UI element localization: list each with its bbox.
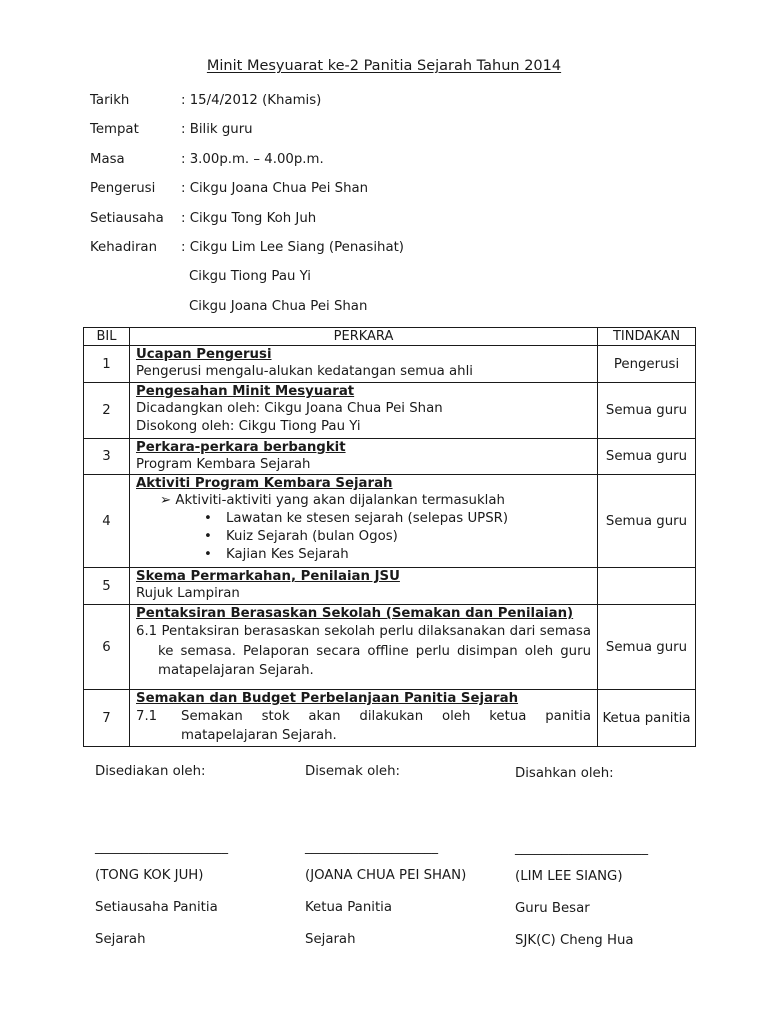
signatory-role: Sejarah <box>305 932 356 947</box>
meta-value: : Bilik guru <box>181 122 253 138</box>
row-content <box>130 439 598 475</box>
row-action: Ketua panitia <box>598 690 696 747</box>
bullet-text: Kuiz Sejarah (bulan Ogos) <box>226 529 398 544</box>
item-line: Program Kembara Sejarah <box>136 457 311 472</box>
meta-row-time <box>90 151 690 180</box>
item-line: Pengerusi mengalu-alukan kedatangan semua ahli <box>136 364 473 379</box>
table-row <box>84 605 696 690</box>
item-line: Dicadangkan oleh: Cikgu Joana Chua Pei Shan <box>136 401 443 416</box>
meta-row-attendee <box>90 298 690 327</box>
item-paragraph: 6.1 Pentaksiran berasaskan sekolah perlu dilaksanakan dari semasa ke semasa. Pelaporan secara offline perlu disimpan oleh guru matapelajaran Sejarah. <box>136 624 591 678</box>
meta-value: : Cikgu Lim Lee Siang (Penasihat) <box>181 239 404 255</box>
row-action: Semua guru <box>598 439 696 475</box>
meta-label: Pengerusi <box>90 181 156 197</box>
item-arrow-line <box>136 492 591 510</box>
item-numbered-paragraph <box>136 707 591 745</box>
bullet-item <box>136 546 591 564</box>
item-number: 7.1 <box>136 709 158 724</box>
signatory-role: Ketua Panitia <box>305 900 393 915</box>
arrow-text: Aktiviti-aktiviti yang akan dijalankan termasuklah <box>175 493 505 508</box>
attendee-name: Cikgu Joana Chua Pei Shan <box>189 298 368 314</box>
meta-label: Kehadiran <box>90 239 157 255</box>
signatory-name: (JOANA CHUA PEI SHAN) <box>305 868 467 883</box>
item-heading: Semakan dan Budget Perbelanjaan Panitia Sejarah <box>136 691 519 706</box>
meta-value: : Cikgu Tong Koh Juh <box>181 210 317 226</box>
signature-line: ____________________ <box>95 840 228 855</box>
attendee-name: Cikgu Tiong Pau Yi <box>189 269 311 285</box>
document-title: Minit Mesyuarat ke-2 Panitia Sejarah Tahun 2014 <box>206 58 562 74</box>
meeting-details <box>90 92 690 327</box>
item-line: Rujuk Lampiran <box>136 586 240 601</box>
signatory-role: SJK(C) Cheng Hua <box>515 933 634 948</box>
header-perkara: PERKARA <box>130 328 598 346</box>
signatory-role: Guru Besar <box>515 901 590 916</box>
table-header-row <box>84 328 696 346</box>
meta-value: : 15/4/2012 (Khamis) <box>181 93 322 108</box>
row-content <box>130 346 598 383</box>
item-heading: Pengesahan Minit Mesyuarat <box>136 384 355 399</box>
signature-line: ____________________ <box>305 840 438 855</box>
item-heading: Skema Permarkahan, Penilaian JSU <box>136 569 400 584</box>
table-row <box>84 568 696 605</box>
meta-value: : Cikgu Joana Chua Pei Shan <box>181 181 369 197</box>
bullet-item <box>136 528 591 546</box>
bullet-text: Lawatan ke stesen sejarah (selepas UPSR) <box>226 511 509 526</box>
signature-label: Disemak oleh: <box>305 764 400 779</box>
table-row <box>84 475 696 568</box>
table-row <box>84 439 696 475</box>
meta-label: Setiausaha <box>90 210 164 226</box>
meta-row-chair <box>90 180 690 209</box>
meta-value: : 3.00p.m. – 4.00p.m. <box>181 151 324 167</box>
row-content <box>130 568 598 605</box>
meta-row-secretary <box>90 210 690 239</box>
meta-label: Tarikh <box>90 93 130 108</box>
row-action: Semua guru <box>598 605 696 690</box>
signatory-role: Sejarah <box>95 932 146 947</box>
row-number: 7 <box>84 690 130 747</box>
row-number: 6 <box>84 605 130 690</box>
row-number: 4 <box>84 475 130 568</box>
meta-label: Tempat <box>90 122 139 138</box>
meta-row-attendance <box>90 239 690 268</box>
bullet-item <box>136 510 591 528</box>
row-content <box>130 690 598 747</box>
item-line: Disokong oleh: Cikgu Tiong Pau Yi <box>136 419 361 434</box>
table-row <box>84 690 696 747</box>
row-number: 2 <box>84 383 130 439</box>
signatory-name: (LIM LEE SIANG) <box>515 869 623 884</box>
table-row <box>84 383 696 439</box>
signatory-name: (TONG KOK JUH) <box>95 868 204 883</box>
minutes-table <box>83 327 696 747</box>
meta-row-place <box>90 121 690 150</box>
header-tindakan: TINDAKAN <box>598 328 696 346</box>
row-content <box>130 605 598 690</box>
item-heading: Ucapan Pengerusi <box>136 347 272 362</box>
arrow-icon: ➢ <box>160 493 172 508</box>
meta-row-attendee <box>90 268 690 297</box>
row-action: Semua guru <box>598 475 696 568</box>
row-action <box>598 568 696 605</box>
meta-row-date <box>90 92 690 121</box>
row-content <box>130 475 598 568</box>
row-content <box>130 383 598 439</box>
row-number: 1 <box>84 346 130 383</box>
row-number: 3 <box>84 439 130 475</box>
item-heading: Pentaksiran Berasaskan Sekolah (Semakan dan Penilaian) <box>136 606 574 621</box>
item-heading: Perkara-perkara berbangkit <box>136 440 346 455</box>
row-action: Pengerusi <box>598 346 696 383</box>
item-heading: Aktiviti Program Kembara Sejarah <box>136 476 393 491</box>
signature-line: ____________________ <box>515 841 648 856</box>
signature-label: Disahkan oleh: <box>515 766 614 781</box>
item-paragraph: Semakan stok akan dilakukan oleh ketua panitia matapelajaran Sejarah. <box>181 709 591 743</box>
signature-label: Disediakan oleh: <box>95 764 206 779</box>
table-row <box>84 346 696 383</box>
bullet-text: Kajian Kes Sejarah <box>226 547 349 562</box>
header-bil: BIL <box>84 328 130 346</box>
signatory-role: Setiausaha Panitia <box>95 900 218 915</box>
meta-label: Masa <box>90 151 125 167</box>
row-number: 5 <box>84 568 130 605</box>
row-action: Semua guru <box>598 383 696 439</box>
